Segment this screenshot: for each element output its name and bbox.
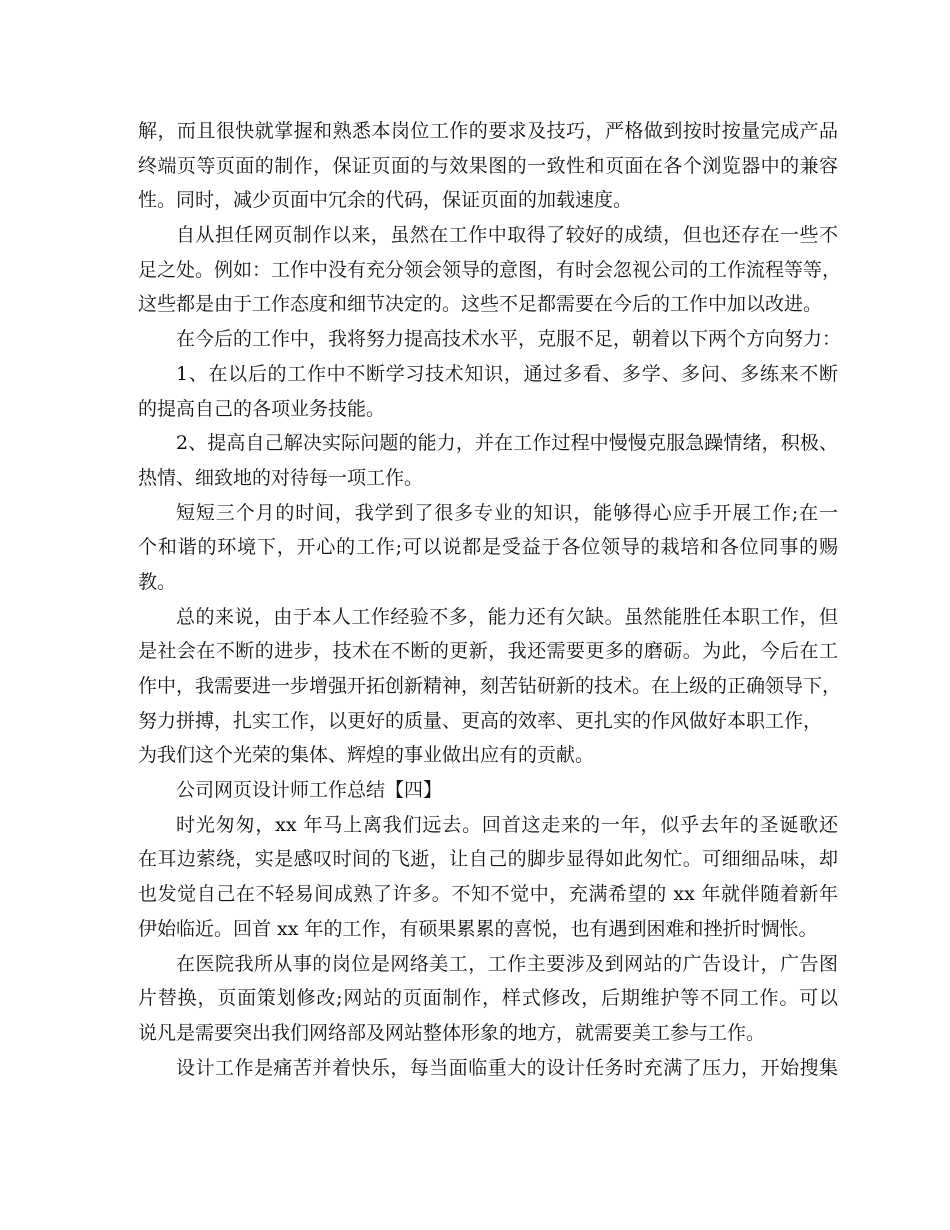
- text-line: 在今后的工作中，我将努力提高技术水平，克服不足，朝着以下两个方向努力：: [176, 328, 842, 351]
- text-line: 伊始临近。回首 xx 年的工作，有硕果累累的喜悦，也有遇到困难和挫折时惆怅。: [138, 917, 818, 940]
- text-line: 这些都是由于工作态度和细节决定的。这些不足都需要在今后的工作中加以改进。: [138, 293, 823, 316]
- text-line: 性。同时，减少页面中冗余的代码，保证页面的加载速度。: [138, 189, 633, 212]
- text-line: 解，而且很快就掌握和熟悉本岗位工作的要求及技巧，严格做到按时按量完成产品: [138, 120, 838, 142]
- text-line: 个和谐的环境下，开心的工作;可以说都是受益于各位领导的栽培和各位同事的赐: [138, 536, 838, 559]
- text-line: 热情、细致地的对待每一项工作。: [138, 466, 424, 489]
- text-line: 时光匆匆，xx 年马上离我们远去。回首这走来的一年，似乎去年的圣诞歌还: [176, 813, 838, 836]
- text-line: 说凡是需要突出我们网络部及网站整体形象的地方，就需要美工参与工作。: [138, 1021, 766, 1044]
- text-line: 在医院我所从事的岗位是网络美工，工作主要涉及到网站的广告设计，广告图: [176, 952, 838, 975]
- text-line: 总的来说，由于本人工作经验不多，能力还有欠缺。虽然能胜任本职工作，但: [176, 605, 838, 628]
- text-line: 自从担任网页制作以来，虽然在工作中取得了较好的成绩，但也还存在一些不: [176, 224, 838, 247]
- text-line: 在耳边萦绕，实是感叹时间的飞逝，让自己的脚步显得如此匆忙。可细细品味，却: [138, 848, 838, 871]
- text-line: 公司网页设计师工作总结【四】: [176, 779, 443, 802]
- text-line: 努力拼搏，扎实工作，以更好的质量、更高的效率、更扎实的作风做好本职工作，: [138, 709, 823, 732]
- text-line: 1、在以后的工作中不断学习技术知识，通过多看、多学、多问、多练来不断: [176, 362, 838, 385]
- text-line: 作中，我需要进一步增强开拓创新精神，刻苦钻研新的技术。在上级的正确领导下，: [138, 675, 842, 697]
- text-line: 设计工作是痛苦并着快乐，每当面临重大的设计任务时充满了压力，开始搜集: [176, 1056, 838, 1079]
- text-line: 为我们这个光荣的集体、辉煌的事业做出应有的贡献。: [138, 744, 595, 767]
- document-body: [138, 114, 842, 1085]
- text-line: 也发觉自己在不轻易间成熟了许多。不知不觉中，充满希望的 xx 年就伴随着新年: [138, 883, 838, 906]
- text-line: 2、提高自己解决实际问题的能力，并在工作过程中慢慢克服急躁情绪，积极、: [176, 432, 838, 455]
- text-line: 片替换，页面策划修改;网站的页面制作，样式修改，后期维护等不同工作。可以: [138, 987, 838, 1010]
- text-line: 短短三个月的时间，我学到了很多专业的知识，能够得心应手开展工作;在一: [176, 501, 838, 524]
- text-line: 足之处。例如：工作中没有充分领会领导的意图，有时会忽视公司的工作流程等等，: [138, 258, 842, 281]
- text-line: 终端页等页面的制作，保证页面的与效果图的一致性和页面在各个浏览器中的兼容: [138, 154, 838, 177]
- text-line: 的提高自己的各项业务技能。: [138, 397, 386, 420]
- text-line: 是社会在不断的进步，技术在不断的更新，我还需要更多的磨砺。为此，今后在工: [138, 640, 838, 663]
- text-line: 教。: [138, 570, 177, 593]
